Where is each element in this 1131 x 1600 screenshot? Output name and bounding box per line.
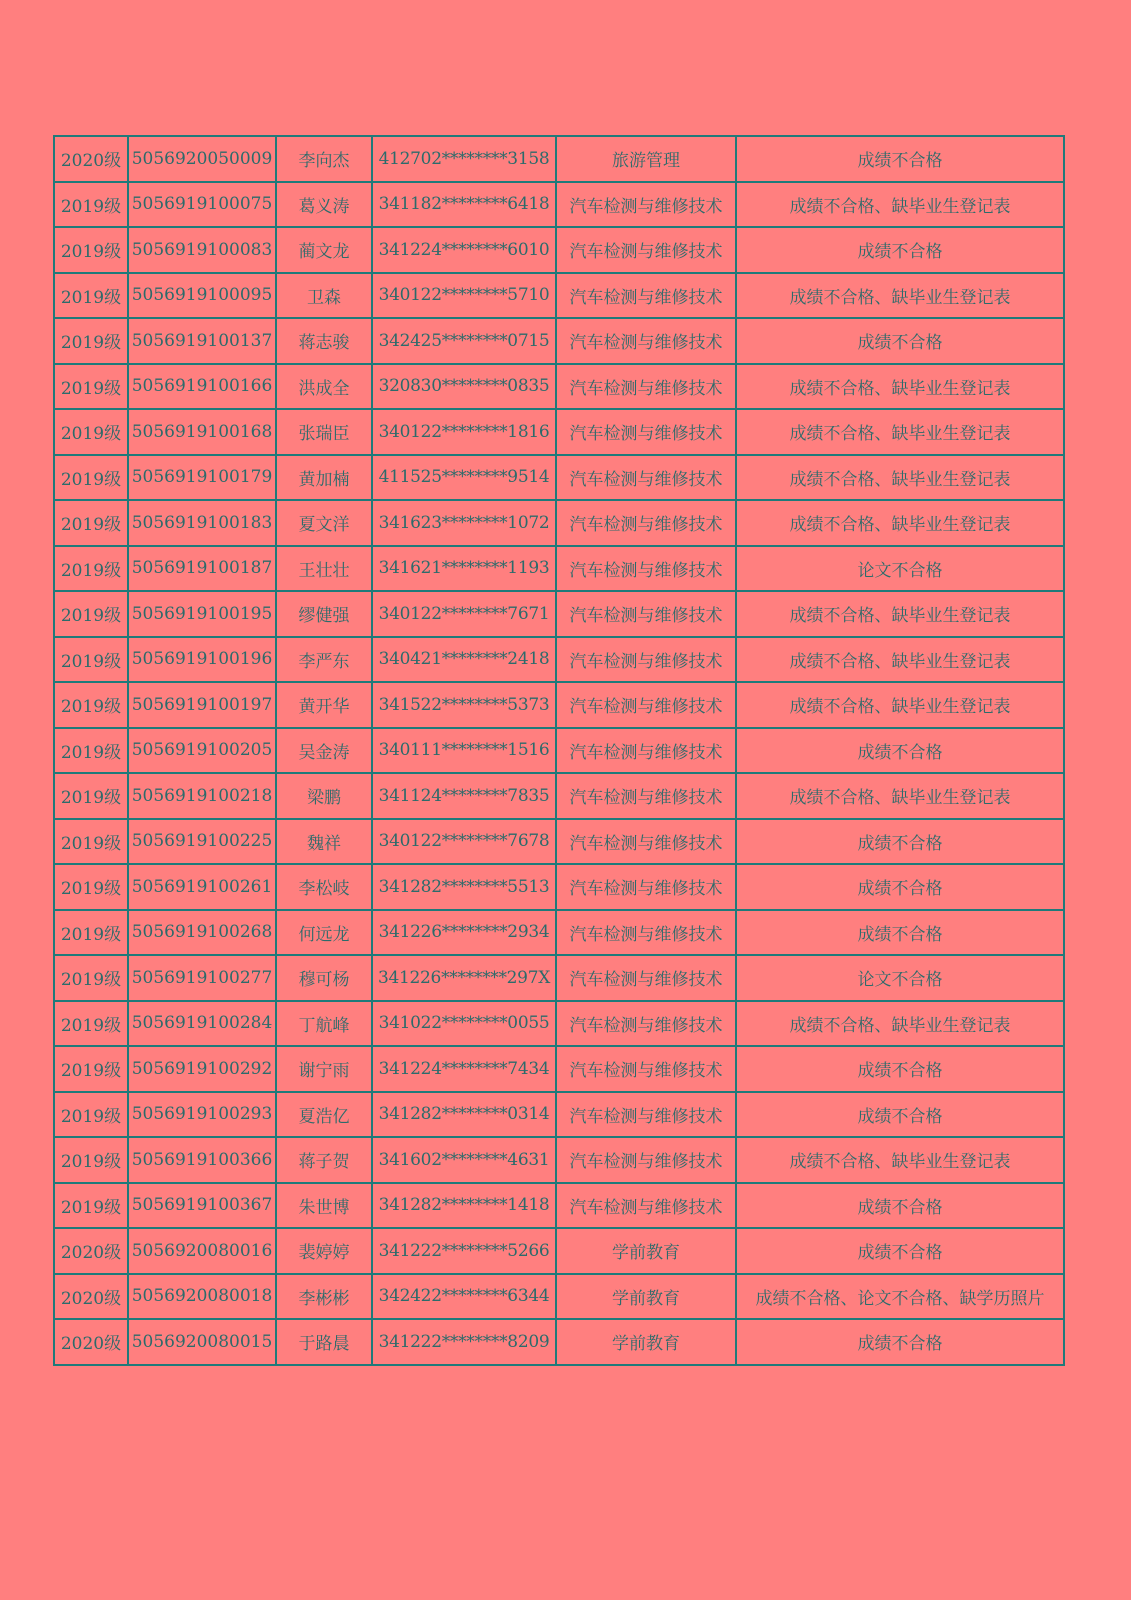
reason-cell: 成绩不合格、缺毕业生登记表 [736, 455, 1064, 501]
student-name-cell: 夏文洋 [276, 500, 372, 546]
major-cell: 汽车检测与维修技术 [556, 500, 736, 546]
grade-cell: 2019级 [54, 1137, 128, 1183]
student-name-cell: 李严东 [276, 637, 372, 683]
grade-cell: 2019级 [54, 318, 128, 364]
student-number-cell: 5056919100367 [128, 1183, 276, 1229]
reason-cell: 成绩不合格、缺毕业生登记表 [736, 591, 1064, 637]
reason-cell: 成绩不合格、缺毕业生登记表 [736, 182, 1064, 228]
id-number-cell: 341182********6418 [372, 182, 556, 228]
id-number-cell: 341222********5266 [372, 1228, 556, 1274]
table-row [54, 1228, 1064, 1274]
table-row [54, 500, 1064, 546]
id-number-cell: 340122********7671 [372, 591, 556, 637]
table-row [54, 1046, 1064, 1092]
reason-cell: 成绩不合格、缺毕业生登记表 [736, 364, 1064, 410]
reason-cell: 成绩不合格、缺毕业生登记表 [736, 409, 1064, 455]
student-name-cell: 蒋志骏 [276, 318, 372, 364]
student-number-cell: 5056919100075 [128, 182, 276, 228]
student-name-cell: 蒋子贺 [276, 1137, 372, 1183]
reason-cell: 成绩不合格 [736, 1228, 1064, 1274]
student-name-cell: 卫森 [276, 273, 372, 319]
grade-cell: 2019级 [54, 409, 128, 455]
id-number-cell: 340122********5710 [372, 273, 556, 319]
reason-cell: 论文不合格 [736, 546, 1064, 592]
student-number-cell: 5056919100218 [128, 773, 276, 819]
grade-cell: 2019级 [54, 728, 128, 774]
reason-cell: 成绩不合格 [736, 1319, 1064, 1365]
table-row [54, 1092, 1064, 1138]
student-number-cell: 5056919100225 [128, 819, 276, 865]
student-name-cell: 丁航峰 [276, 1001, 372, 1047]
reason-cell: 成绩不合格 [736, 728, 1064, 774]
grade-cell: 2020级 [54, 1274, 128, 1320]
student-name-cell: 梁鹏 [276, 773, 372, 819]
major-cell: 汽车检测与维修技术 [556, 318, 736, 364]
student-number-cell: 5056919100284 [128, 1001, 276, 1047]
grade-cell: 2019级 [54, 864, 128, 910]
major-cell: 汽车检测与维修技术 [556, 1001, 736, 1047]
id-number-cell: 341226********2934 [372, 910, 556, 956]
major-cell: 汽车检测与维修技术 [556, 546, 736, 592]
grade-cell: 2019级 [54, 273, 128, 319]
table-row [54, 1183, 1064, 1229]
student-number-cell: 5056920080015 [128, 1319, 276, 1365]
grade-cell: 2019级 [54, 182, 128, 228]
reason-cell: 成绩不合格、缺毕业生登记表 [736, 1137, 1064, 1183]
student-number-cell: 5056920080018 [128, 1274, 276, 1320]
id-number-cell: 340122********7678 [372, 819, 556, 865]
reason-cell: 成绩不合格 [736, 227, 1064, 273]
reason-cell: 成绩不合格 [736, 1183, 1064, 1229]
reason-cell: 成绩不合格 [736, 910, 1064, 956]
grade-cell: 2019级 [54, 773, 128, 819]
student-number-cell: 5056919100268 [128, 910, 276, 956]
reason-cell: 成绩不合格 [736, 318, 1064, 364]
reason-cell: 成绩不合格、缺毕业生登记表 [736, 500, 1064, 546]
student-number-cell: 5056919100083 [128, 227, 276, 273]
grade-cell: 2019级 [54, 682, 128, 728]
major-cell: 汽车检测与维修技术 [556, 819, 736, 865]
grade-cell: 2019级 [54, 591, 128, 637]
id-number-cell: 341282********0314 [372, 1092, 556, 1138]
student-name-cell: 黄加楠 [276, 455, 372, 501]
grade-cell: 2020级 [54, 1228, 128, 1274]
id-number-cell: 412702********3158 [372, 136, 556, 182]
student-number-cell: 5056919100197 [128, 682, 276, 728]
student-name-cell: 洪成全 [276, 364, 372, 410]
student-number-cell: 5056919100183 [128, 500, 276, 546]
major-cell: 学前教育 [556, 1228, 736, 1274]
id-number-cell: 341623********1072 [372, 500, 556, 546]
major-cell: 汽车检测与维修技术 [556, 682, 736, 728]
student-name-cell: 蔺文龙 [276, 227, 372, 273]
table-row [54, 1001, 1064, 1047]
student-name-cell: 魏祥 [276, 819, 372, 865]
student-number-cell: 5056919100261 [128, 864, 276, 910]
grade-cell: 2019级 [54, 637, 128, 683]
grade-cell: 2019级 [54, 1183, 128, 1229]
reason-cell: 成绩不合格、缺毕业生登记表 [736, 637, 1064, 683]
student-number-cell: 5056919100195 [128, 591, 276, 637]
student-number-cell: 5056919100292 [128, 1046, 276, 1092]
table-row [54, 364, 1064, 410]
table-row [54, 273, 1064, 319]
id-number-cell: 411525********9514 [372, 455, 556, 501]
student-name-cell: 穆可杨 [276, 955, 372, 1001]
major-cell: 汽车检测与维修技术 [556, 409, 736, 455]
reason-cell: 成绩不合格、缺毕业生登记表 [736, 273, 1064, 319]
student-roster-table [53, 135, 1065, 1366]
table-row [54, 409, 1064, 455]
reason-cell: 成绩不合格、缺毕业生登记表 [736, 773, 1064, 819]
grade-cell: 2019级 [54, 455, 128, 501]
id-number-cell: 341124********7835 [372, 773, 556, 819]
table-row [54, 318, 1064, 364]
grade-cell: 2019级 [54, 1001, 128, 1047]
student-name-cell: 张瑞臣 [276, 409, 372, 455]
id-number-cell: 341282********1418 [372, 1183, 556, 1229]
table-row [54, 637, 1064, 683]
reason-cell: 成绩不合格 [736, 864, 1064, 910]
grade-cell: 2019级 [54, 364, 128, 410]
table-row [54, 1137, 1064, 1183]
student-name-cell: 李松岐 [276, 864, 372, 910]
student-name-cell: 王壮壮 [276, 546, 372, 592]
reason-cell: 成绩不合格、论文不合格、缺学历照片 [736, 1274, 1064, 1320]
grade-cell: 2019级 [54, 1092, 128, 1138]
student-name-cell: 缪健强 [276, 591, 372, 637]
id-number-cell: 342422********6344 [372, 1274, 556, 1320]
student-number-cell: 5056919100179 [128, 455, 276, 501]
grade-cell: 2020级 [54, 1319, 128, 1365]
id-number-cell: 341222********8209 [372, 1319, 556, 1365]
major-cell: 汽车检测与维修技术 [556, 1046, 736, 1092]
id-number-cell: 342425********0715 [372, 318, 556, 364]
id-number-cell: 341022********0055 [372, 1001, 556, 1047]
grade-cell: 2019级 [54, 910, 128, 956]
reason-cell: 成绩不合格 [736, 819, 1064, 865]
student-number-cell: 5056919100187 [128, 546, 276, 592]
student-name-cell: 葛义涛 [276, 182, 372, 228]
student-name-cell: 黄开华 [276, 682, 372, 728]
major-cell: 汽车检测与维修技术 [556, 1137, 736, 1183]
major-cell: 汽车检测与维修技术 [556, 227, 736, 273]
student-number-cell: 5056919100137 [128, 318, 276, 364]
reason-cell: 论文不合格 [736, 955, 1064, 1001]
table-row [54, 591, 1064, 637]
student-number-cell: 5056920050009 [128, 136, 276, 182]
student-name-cell: 李向杰 [276, 136, 372, 182]
reason-cell: 成绩不合格 [736, 136, 1064, 182]
student-number-cell: 5056920080016 [128, 1228, 276, 1274]
student-name-cell: 何远龙 [276, 910, 372, 956]
major-cell: 学前教育 [556, 1319, 736, 1365]
student-number-cell: 5056919100366 [128, 1137, 276, 1183]
table-row [54, 1274, 1064, 1320]
grade-cell: 2019级 [54, 227, 128, 273]
table-row [54, 910, 1064, 956]
major-cell: 汽车检测与维修技术 [556, 455, 736, 501]
major-cell: 汽车检测与维修技术 [556, 182, 736, 228]
table-row [54, 682, 1064, 728]
id-number-cell: 340111********1516 [372, 728, 556, 774]
major-cell: 汽车检测与维修技术 [556, 273, 736, 319]
student-name-cell: 朱世博 [276, 1183, 372, 1229]
major-cell: 汽车检测与维修技术 [556, 864, 736, 910]
major-cell: 汽车检测与维修技术 [556, 773, 736, 819]
student-number-cell: 5056919100168 [128, 409, 276, 455]
student-number-cell: 5056919100166 [128, 364, 276, 410]
id-number-cell: 341621********1193 [372, 546, 556, 592]
table-row [54, 1319, 1064, 1365]
id-number-cell: 341522********5373 [372, 682, 556, 728]
reason-cell: 成绩不合格 [736, 1092, 1064, 1138]
student-name-cell: 裴婷婷 [276, 1228, 372, 1274]
grade-cell: 2019级 [54, 955, 128, 1001]
table-row [54, 864, 1064, 910]
major-cell: 汽车检测与维修技术 [556, 955, 736, 1001]
id-number-cell: 320830********0835 [372, 364, 556, 410]
table-row [54, 819, 1064, 865]
major-cell: 汽车检测与维修技术 [556, 637, 736, 683]
student-number-cell: 5056919100293 [128, 1092, 276, 1138]
reason-cell: 成绩不合格 [736, 1046, 1064, 1092]
major-cell: 汽车检测与维修技术 [556, 910, 736, 956]
student-name-cell: 李彬彬 [276, 1274, 372, 1320]
roster-body [54, 136, 1064, 1365]
id-number-cell: 341282********5513 [372, 864, 556, 910]
grade-cell: 2020级 [54, 136, 128, 182]
id-number-cell: 341602********4631 [372, 1137, 556, 1183]
table-row [54, 455, 1064, 501]
major-cell: 汽车检测与维修技术 [556, 1092, 736, 1138]
table-row [54, 136, 1064, 182]
student-name-cell: 于路晨 [276, 1319, 372, 1365]
student-name-cell: 夏浩亿 [276, 1092, 372, 1138]
student-number-cell: 5056919100095 [128, 273, 276, 319]
grade-cell: 2019级 [54, 819, 128, 865]
grade-cell: 2019级 [54, 546, 128, 592]
student-number-cell: 5056919100196 [128, 637, 276, 683]
major-cell: 汽车检测与维修技术 [556, 728, 736, 774]
major-cell: 汽车检测与维修技术 [556, 1183, 736, 1229]
table-row [54, 182, 1064, 228]
student-number-cell: 5056919100277 [128, 955, 276, 1001]
student-number-cell: 5056919100205 [128, 728, 276, 774]
table-row [54, 773, 1064, 819]
student-name-cell: 吴金涛 [276, 728, 372, 774]
id-number-cell: 340421********2418 [372, 637, 556, 683]
major-cell: 汽车检测与维修技术 [556, 591, 736, 637]
grade-cell: 2019级 [54, 1046, 128, 1092]
reason-cell: 成绩不合格、缺毕业生登记表 [736, 682, 1064, 728]
id-number-cell: 341224********6010 [372, 227, 556, 273]
id-number-cell: 341226********297X [372, 955, 556, 1001]
major-cell: 旅游管理 [556, 136, 736, 182]
table-row [54, 728, 1064, 774]
major-cell: 学前教育 [556, 1274, 736, 1320]
id-number-cell: 340122********1816 [372, 409, 556, 455]
id-number-cell: 341224********7434 [372, 1046, 556, 1092]
table-row [54, 546, 1064, 592]
grade-cell: 2019级 [54, 500, 128, 546]
student-name-cell: 谢宁雨 [276, 1046, 372, 1092]
table-row [54, 227, 1064, 273]
reason-cell: 成绩不合格、缺毕业生登记表 [736, 1001, 1064, 1047]
table-row [54, 955, 1064, 1001]
major-cell: 汽车检测与维修技术 [556, 364, 736, 410]
